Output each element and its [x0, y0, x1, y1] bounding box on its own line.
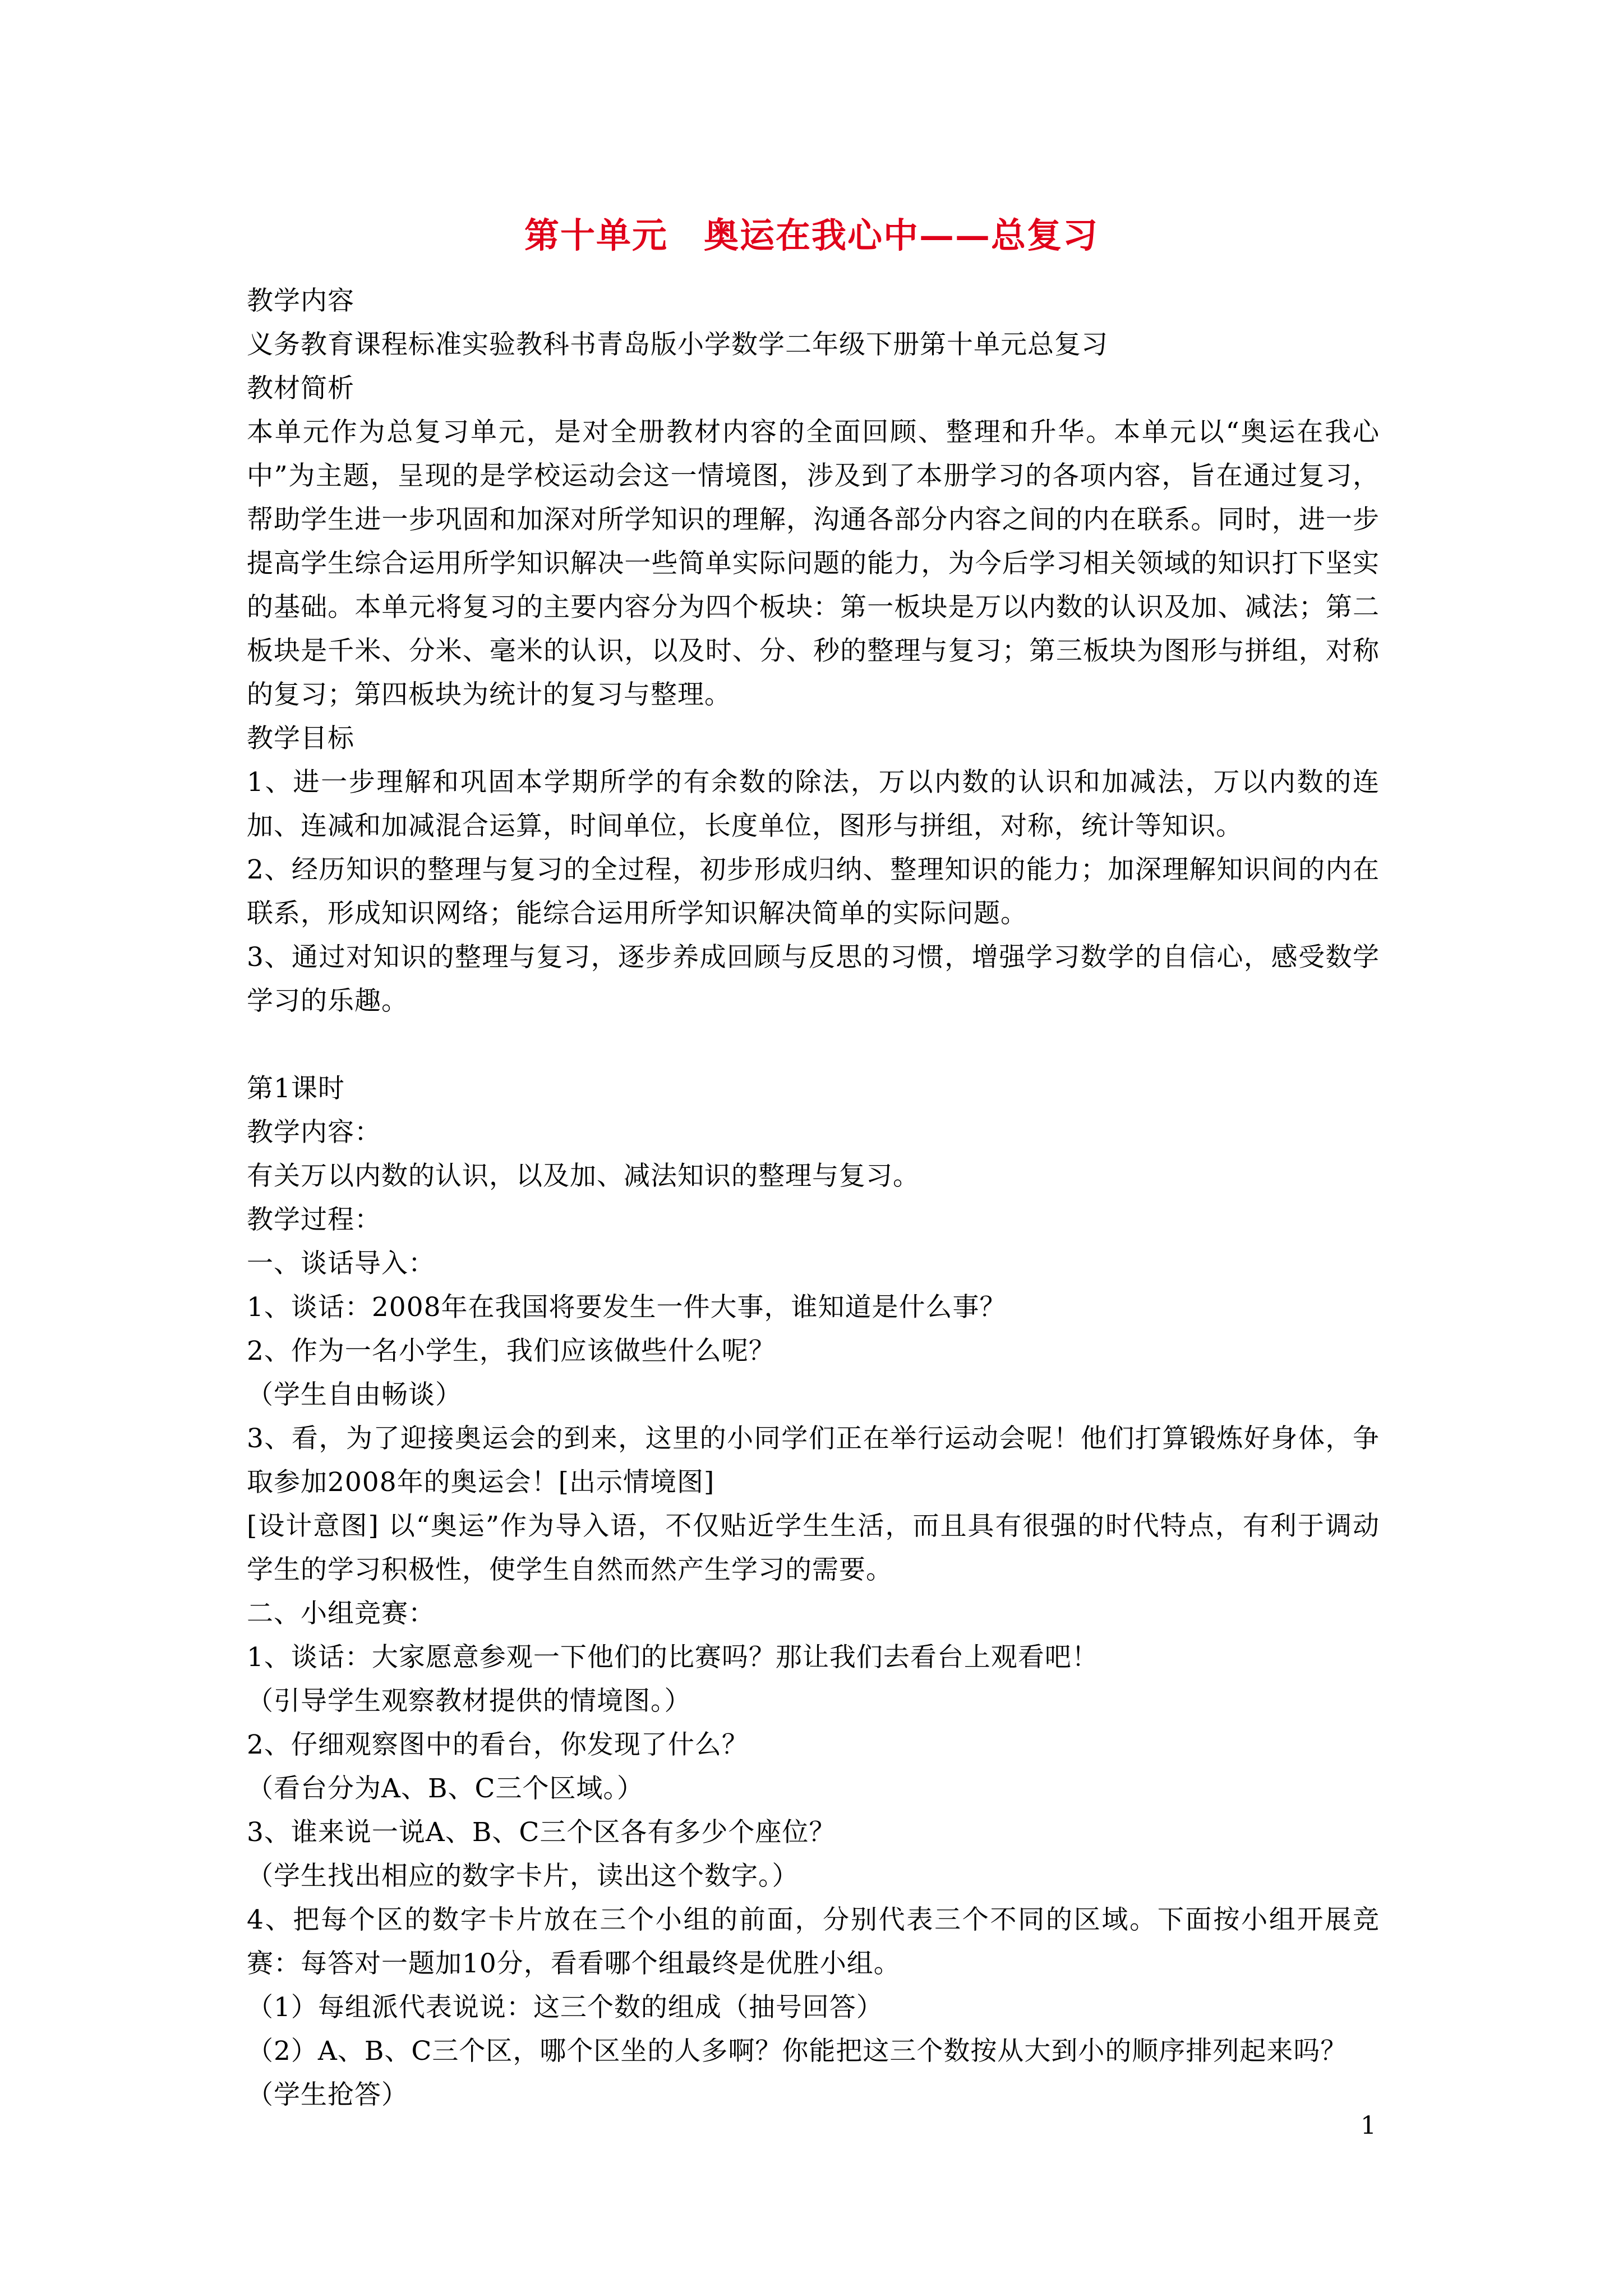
section-intro-talk: 一、谈话导入： [247, 1248, 435, 1279]
process-note: （学生抢答） [247, 2079, 408, 2110]
goal-item-2: 2、经历知识的整理与复习的全过程，初步形成归纳、整理知识的能力；加深理解知识间的内在联系，形成知识网络；能综合运用所学知识解决简单的实际问题。 [247, 854, 1380, 929]
document-title: 第十单元 奥运在我心中——总复习 [524, 215, 1099, 256]
heading-teaching-process: 教学过程： [247, 1204, 381, 1235]
process-item: 1、谈话：大家愿意参观一下他们的比赛吗？那让我们去看台上观看吧！ [247, 1642, 1099, 1673]
process-item: 2、仔细观察图中的看台，你发现了什么？ [247, 1729, 749, 1760]
heading-teaching-goals: 教学目标 [247, 723, 354, 754]
process-note: （学生找出相应的数字卡片，读出这个数字。） [247, 1861, 799, 1892]
design-intent: [设计意图] 以“奥运”作为导入语，不仅贴近学生生活，而且具有很强的时代特点，有利于调动学生的学习积极性，使学生自然而然产生学习的需要。 [247, 1511, 1380, 1585]
paragraph-lesson-content: 有关万以内数的认识，以及加、减法知识的整理与复习。 [247, 1161, 920, 1191]
heading-textbook-analysis: 教材简析 [247, 373, 354, 404]
process-item: 2、作为一名小学生，我们应该做些什么呢？ [247, 1336, 776, 1366]
heading-lesson-content: 教学内容： [247, 1117, 381, 1148]
goal-item-1: 1、进一步理解和巩固本学期所学的有余数的除法，万以内数的认识和加减法，万以内数的连加、连减和加减混合运算，时间单位，长度单位，图形与拼组，对称，统计等知识。 [247, 767, 1380, 841]
heading-lesson-1: 第1课时 [247, 1073, 345, 1104]
process-subitem: （2）A、B、C三个区，哪个区坐的人多啊？你能把这三个数按从大到小的顺序排列起来吗？ [247, 2036, 1348, 2067]
paragraph-textbook-name: 义务教育课程标准实验教科书青岛版小学数学二年级下册第十单元总复习 [247, 329, 1108, 360]
process-note: （看台分为A、B、C三个区域。） [247, 1773, 644, 1804]
process-note: （学生自由畅谈） [247, 1379, 462, 1410]
goal-item-3: 3、通过对知识的整理与复习，逐步养成回顾与反思的习惯，增强学习数学的自信心，感受数学学习的乐趣。 [247, 942, 1380, 1016]
process-item: 4、把每个区的数字卡片放在三个小组的前面，分别代表三个不同的区域。下面按小组开展竞赛：每答对一题加10分，看看哪个组最终是优胜小组。 [247, 1904, 1380, 1979]
heading-teaching-content: 教学内容 [247, 286, 354, 316]
process-item: 3、谁来说一说A、B、C三个区各有多少个座位？ [247, 1817, 836, 1848]
process-item: 3、看，为了迎接奥运会的到来，这里的小同学们正在举行运动会呢！他们打算锻炼好身体，争取参加2008年的奥运会！[出示情境图] [247, 1423, 1380, 1498]
section-group-competition: 二、小组竞赛： [247, 1598, 435, 1629]
process-item: 1、谈话：2008年在我国将要发生一件大事，谁知道是什么事？ [247, 1292, 1007, 1323]
process-subitem: （1）每组派代表说说：这三个数的组成（抽号回答） [247, 1992, 883, 2023]
document-body [247, 279, 1380, 2117]
blank-line [247, 1023, 1380, 1067]
paragraph-analysis: 本单元作为总复习单元，是对全册教材内容的全面回顾、整理和升华。本单元以“奥运在我心中”为主题，呈现的是学校运动会这一情境图，涉及到了本册学习的各项内容，旨在通过复习，帮助学生进一步巩固和加深对所学知识的理解，沟通各部分内容之间的内在联系。同时，进一步提高学生综合运用所学知识解决一些简单实际问题的能力，为今后学习相关领域的知识打下坚实的基础。本单元将复习的主要内容分为四个板块：第一板块是万以内数的认识及加、减法；第二板块是千米、分米、毫米的认识，以及时、分、秒的整理与复习；第三板块为图形与拼组，对称的复习；第四板块为统计的复习与整理。 [247, 417, 1380, 710]
process-note: （引导学生观察教材提供的情境图。） [247, 1686, 691, 1717]
page-number: 1 [1361, 2111, 1376, 2140]
